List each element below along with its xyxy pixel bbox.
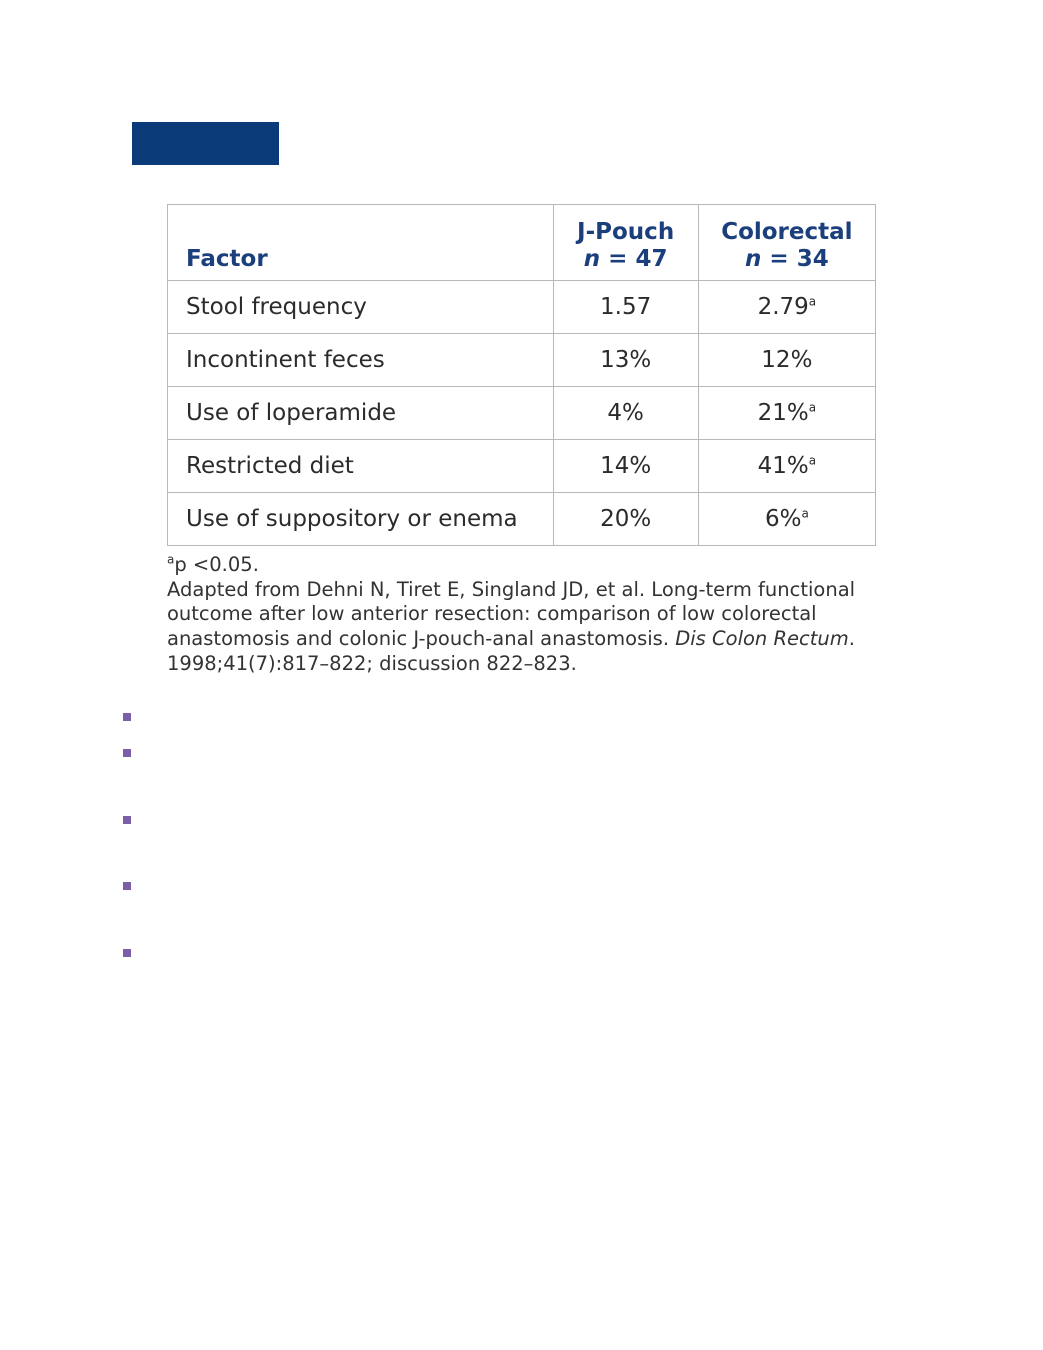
square-bullet-icon: [123, 949, 131, 957]
citation-details: . 1998;41(7):817–822; discussion 822–823.: [167, 627, 855, 675]
table-title-bar: [132, 122, 279, 165]
factor-cell: Restricted diet: [168, 440, 554, 493]
colorectal-value: 12%: [761, 347, 813, 373]
colorectal-value: 6%: [764, 506, 802, 532]
significance-mark: a: [808, 400, 817, 415]
colorectal-header-name: Colorectal: [721, 219, 853, 245]
citation-text: Adapted from Dehni N, Tiret E, Singland JD, et al. Long-term functional outcome after low anterior resection: comparison of low colorectal anastomosis and colonic J-pouch-anal anastomosis.: [167, 577, 856, 651]
colorectal-cell: [698, 493, 875, 546]
square-bullet-icon: [123, 749, 131, 757]
table-row: [168, 281, 876, 334]
jpouch-cell: 4%: [553, 387, 698, 440]
table-row: [168, 387, 876, 440]
jpouch-n-var: n: [583, 246, 601, 272]
factor-cell: Stool frequency: [168, 281, 554, 334]
source-citation: [167, 578, 867, 677]
colorectal-value: 41%: [757, 453, 809, 479]
significance-text: p <0.05.: [174, 553, 259, 576]
table-header-row: [168, 205, 876, 281]
factor-column-header: Factor: [168, 205, 554, 281]
significance-mark: a: [808, 294, 817, 309]
factor-cell: Incontinent feces: [168, 334, 554, 387]
significance-mark: a: [801, 506, 809, 521]
colorectal-value: 2.79: [757, 294, 809, 320]
square-bullet-icon: [123, 816, 131, 824]
colorectal-n-value: = 34: [761, 246, 829, 272]
colorectal-cell: [698, 334, 875, 387]
significance-mark: a: [808, 453, 817, 468]
footnote-mark: a: [167, 552, 175, 567]
colorectal-n-var: n: [745, 246, 762, 272]
table-row: [168, 493, 876, 546]
journal-name: Dis Colon Rectum: [675, 627, 849, 651]
colorectal-cell: [698, 387, 875, 440]
square-bullet-icon: [123, 882, 131, 890]
colorectal-cell: [698, 440, 875, 493]
colorectal-column-header: [698, 205, 875, 281]
table-row: [168, 440, 876, 493]
square-bullet-icon: [123, 713, 131, 721]
colorectal-value: 21%: [757, 400, 809, 426]
significance-note: [167, 553, 867, 578]
colorectal-cell: [698, 281, 875, 334]
jpouch-n-value: = 47: [600, 246, 668, 272]
jpouch-header-name: J-Pouch: [577, 219, 675, 245]
factor-cell: Use of suppository or enema: [168, 493, 554, 546]
comparison-table: [167, 204, 876, 546]
jpouch-cell: 14%: [553, 440, 698, 493]
factor-cell: Use of loperamide: [168, 387, 554, 440]
jpouch-column-header: [553, 205, 698, 281]
jpouch-cell: 1.57: [553, 281, 698, 334]
table-row: [168, 334, 876, 387]
jpouch-cell: 13%: [553, 334, 698, 387]
jpouch-cell: 20%: [553, 493, 698, 546]
table-footnote: [167, 553, 867, 677]
